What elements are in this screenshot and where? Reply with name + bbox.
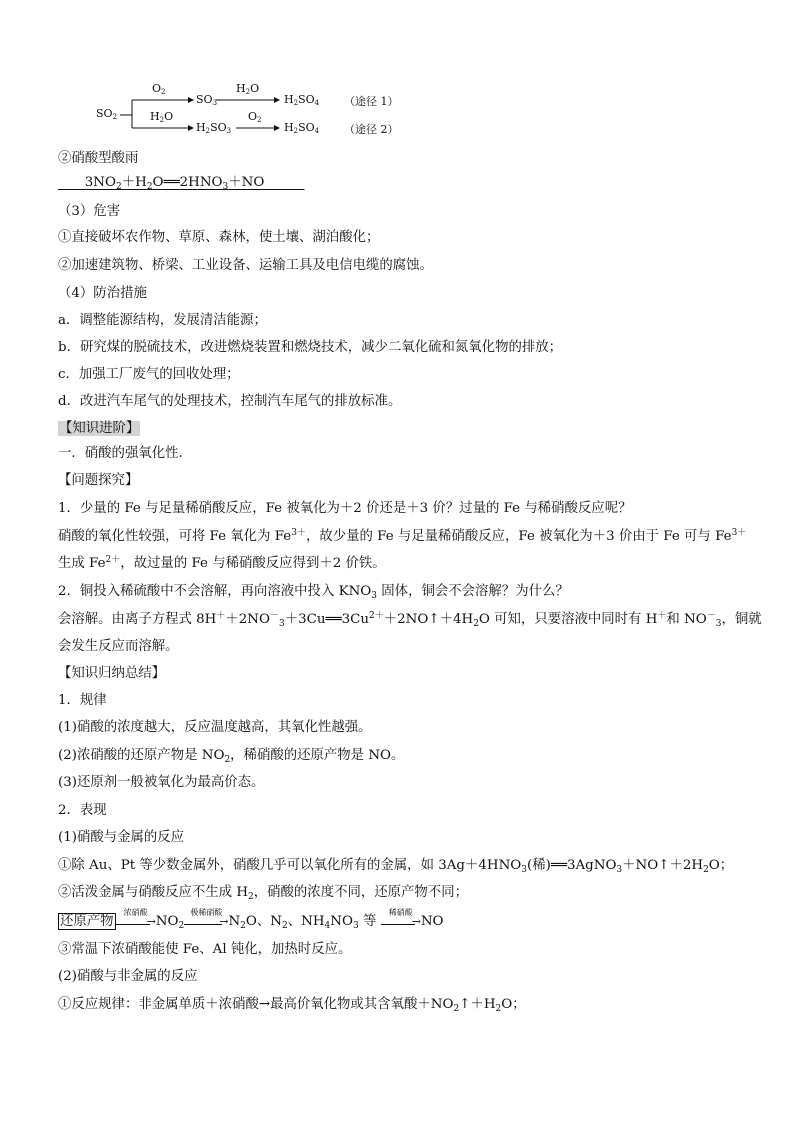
arrow-dilute: 稀硝酸 → xyxy=(381,913,421,931)
so2-pathway-diagram xyxy=(96,70,456,140)
perf-metal-2: ②活泼金属与硝酸反应不生成 $H_2$，硝酸的浓度不同，还原产物不同； xyxy=(58,885,468,902)
pathway-arrows xyxy=(96,70,456,140)
diagram-h2o-bottom: $H_2O$ xyxy=(150,110,174,124)
summary-tag: 【知识归纳总结】 xyxy=(58,666,166,681)
perf-metal-1: ①除 Au、Pt 等少数金属外，硝酸几乎可以氧化所有的金属，如 $3Ag+4HNO_3$(稀)$══3AgNO_3+NO↑+2H_2O$； xyxy=(58,858,734,875)
rule-1: (1)硝酸的浓度越大，反应温度越高，其氧化性越强。 xyxy=(58,720,372,735)
inquiry-tag: 【问题探究】 xyxy=(58,473,139,488)
measure-title: （4）防治措施 xyxy=(58,286,147,301)
diagram-o2-top: $O_2$ xyxy=(152,82,166,96)
diagram-o2-bottom: $O_2$ xyxy=(248,110,262,124)
hazard-title: （3）危害 xyxy=(58,204,121,219)
nitric-rain-title: ②硝酸型酸雨 xyxy=(58,151,139,166)
passivation-line: ③常温下浓硝酸能使 Fe、Al 钝化，加热时反应。 xyxy=(58,942,352,957)
answer-2-line-1: 会溶解。由离子方程式 $8H^++2NO^-_3+3Cu══3Cu^{2+}+2NO↑+4H_2O$ 可知，只要溶液中同时有 H＋和 $NO^-_3$，铜就 xyxy=(58,611,762,629)
diagram-h2so4-bottom: $H_2SO_4$ xyxy=(284,121,320,135)
diagram-route-2-label: （途径 2） xyxy=(344,123,399,136)
diagram-h2so4-top: $H_2SO_4$ xyxy=(284,93,320,107)
diagram-so3: $SO_3$ xyxy=(196,93,218,107)
arrow-very-dilute: 极稀硝酸 → xyxy=(184,913,228,931)
measure-c: c．加强工厂废气的回收处理； xyxy=(58,367,240,382)
rule-title: 1．规律 xyxy=(58,693,107,708)
rule-2: (2)浓硝酸的还原产物是 $NO_2$，稀硝酸的还原产物是 NO。 xyxy=(58,748,405,765)
arrow-conc: 浓硝酸 → xyxy=(116,913,156,931)
hazard-item-1: ①直接破坏农作物、草原、森林，使土壤、湖泊酸化； xyxy=(58,230,380,245)
diagram-so2: $SO_2$ xyxy=(96,107,118,121)
diagram-h2o-top: $H_2O$ xyxy=(236,82,260,96)
question-2: 2．铜投入稀硫酸中不会溶解，再向溶液中投入 $KNO_3$ 固体，铜会不会溶解？为什么？ xyxy=(58,584,569,601)
perf-nonmetal-title: (2)硝酸与非金属的反应 xyxy=(58,969,198,984)
perf-metal-title: (1)硝酸与金属的反应 xyxy=(58,830,185,845)
answer-2-line-2: 会发生反应而溶解。 xyxy=(58,639,179,654)
answer-1-line-1: 硝酸的氧化性较强，可将 Fe 氧化为 $Fe^{3+}$，故少量的 Fe 与足量稀硝酸反应，Fe 被氧化为＋3 价由于 Fe 可与 $Fe^{3+}$ xyxy=(58,528,747,544)
rule-3: (3)还原剂一般被氧化为最高价态。 xyxy=(58,775,265,790)
hazard-item-2: ②加速建筑物、桥梁、工业设备、运输工具及电信电缆的腐蚀。 xyxy=(58,258,433,273)
perf-nonmetal-1: ①反应规律：非金属单质＋浓硝酸→最高价氧化物或其含氧酸$+NO_2↑+H_2O$； xyxy=(58,997,526,1014)
reduction-products-label: 还原产物 xyxy=(60,914,114,929)
reduction-product-chain: 还原产物 浓硝酸 $\to NO_2$ 极稀硝酸 $\to N_2O$、$N_2$、$NH_4NO_3$ 等 稀硝酸 →NO xyxy=(60,908,444,931)
measure-a: a．调整能源结构，发展清洁能源； xyxy=(58,313,267,328)
nitric-rain-equation: $3NO_2+H_2O══2HNO_3+NO$ xyxy=(58,175,305,192)
question-1: 1．少量的 Fe 与足量稀硝酸反应，Fe 被氧化为＋2 价还是＋3 价？过量的 Fe 与稀硝酸反应呢？ xyxy=(58,501,632,516)
answer-1-line-2: 生成 $Fe^{2+}$，故过量的 Fe 与稀硝酸反应得到＋2 价铁。 xyxy=(58,555,386,571)
diagram-route-1-label: （途径 1） xyxy=(344,95,399,108)
section-1-title: 一．硝酸的强氧化性. xyxy=(58,446,183,461)
measure-b: b．研究煤的脱硫技术，改进燃烧装置和燃烧技术，减少二氧化硫和氮氧化物的排放； xyxy=(58,340,563,355)
advance-tag: 【知识进阶】 xyxy=(59,421,140,436)
measure-d: d．改进汽车尾气的处理技术，控制汽车尾气的排放标准。 xyxy=(58,394,402,409)
performance-title: 2．表现 xyxy=(58,803,107,818)
diagram-h2so3: $H_2SO_3$ xyxy=(196,121,232,135)
